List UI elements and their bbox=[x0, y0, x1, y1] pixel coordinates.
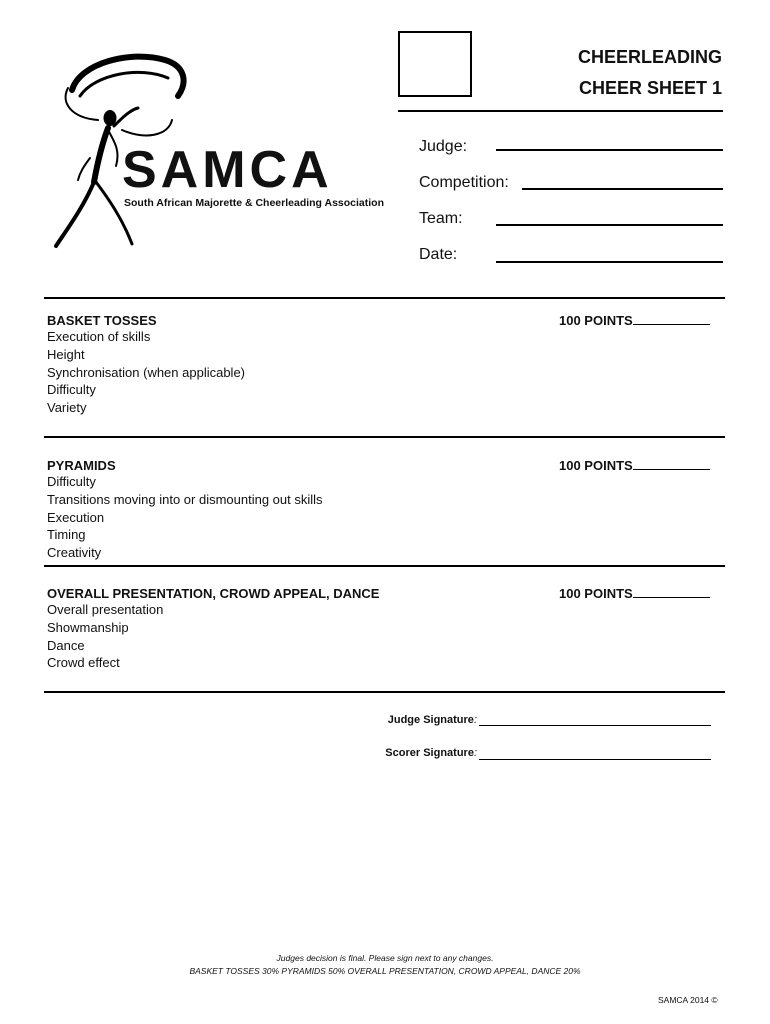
scorer-signature-field[interactable] bbox=[479, 759, 711, 760]
title-rule bbox=[398, 110, 723, 112]
section-pyramids bbox=[47, 458, 323, 562]
logo-wordmark: SAMCA bbox=[122, 141, 333, 199]
judge-signature-field[interactable] bbox=[479, 725, 711, 726]
footer-weighting: BASKET TOSSES 30% PYRAMIDS 50% OVERALL PRESENTATION, CROWD APPEAL, DANCE 20% bbox=[189, 966, 581, 976]
competition-field[interactable] bbox=[522, 188, 723, 190]
section-title: PYRAMIDS bbox=[47, 458, 116, 473]
criteria-item: Dance bbox=[47, 637, 85, 653]
points-label: 100 POINTS bbox=[559, 458, 633, 473]
criteria-item: Difficulty bbox=[47, 474, 96, 489]
criteria-item: Execution of skills bbox=[47, 329, 151, 344]
score-box bbox=[398, 31, 472, 97]
competition-label: Competition: bbox=[419, 174, 509, 191]
section-divider bbox=[44, 297, 725, 299]
footer-note: Judges decision is final. Please sign next to any changes. bbox=[276, 953, 494, 963]
scorer-signature-label: Scorer Signature: bbox=[385, 747, 477, 759]
points-label: 100 POINTS bbox=[559, 586, 633, 601]
points-field[interactable] bbox=[633, 586, 710, 598]
criteria-item: Variety bbox=[47, 400, 87, 416]
sheet-subtitle: CHEER SHEET 1 bbox=[578, 78, 722, 98]
sheet-title: CHEERLEADING bbox=[577, 47, 722, 67]
section-title: BASKET TOSSES bbox=[47, 313, 157, 328]
points-field[interactable] bbox=[633, 313, 710, 325]
criteria-item: Crowd effect bbox=[47, 655, 120, 671]
section-divider bbox=[44, 565, 725, 567]
logo-tagline: South African Majorette & Cheerleading Association bbox=[124, 197, 385, 209]
criteria-item: Synchronisation (when applicable) bbox=[47, 364, 246, 380]
date-label: Date: bbox=[419, 246, 458, 263]
team-label: Team: bbox=[419, 210, 463, 227]
criteria-item: Execution bbox=[47, 509, 105, 525]
section-overall-presentation bbox=[47, 586, 379, 672]
samca-logo bbox=[50, 48, 395, 253]
points-overall-presentation bbox=[559, 586, 710, 601]
section-divider bbox=[44, 436, 725, 438]
points-label: 100 POINTS bbox=[559, 313, 633, 328]
team-field[interactable] bbox=[496, 224, 723, 226]
criteria-item: Showmanship bbox=[47, 619, 129, 635]
points-field[interactable] bbox=[633, 458, 710, 470]
section-title: OVERALL PRESENTATION, CROWD APPEAL, DANCE bbox=[47, 586, 380, 601]
section-basket-tosses bbox=[47, 313, 245, 417]
criteria-item: Transitions moving into or dismounting out skills bbox=[47, 491, 323, 507]
criteria-item: Timing bbox=[47, 527, 86, 543]
judge-label: Judge: bbox=[419, 138, 468, 155]
criteria-item: Overall presentation bbox=[47, 602, 164, 617]
date-field[interactable] bbox=[496, 261, 723, 263]
criteria-item: Creativity bbox=[47, 545, 102, 561]
copyright: SAMCA 2014 © bbox=[658, 995, 718, 1005]
judge-field[interactable] bbox=[496, 149, 723, 151]
judge-signature-label: Judge Signature: bbox=[387, 714, 477, 726]
criteria-item: Height bbox=[47, 346, 85, 362]
section-divider bbox=[44, 691, 725, 693]
points-basket-tosses bbox=[559, 313, 710, 328]
criteria-item: Difficulty bbox=[47, 382, 96, 398]
points-pyramids bbox=[559, 458, 710, 473]
